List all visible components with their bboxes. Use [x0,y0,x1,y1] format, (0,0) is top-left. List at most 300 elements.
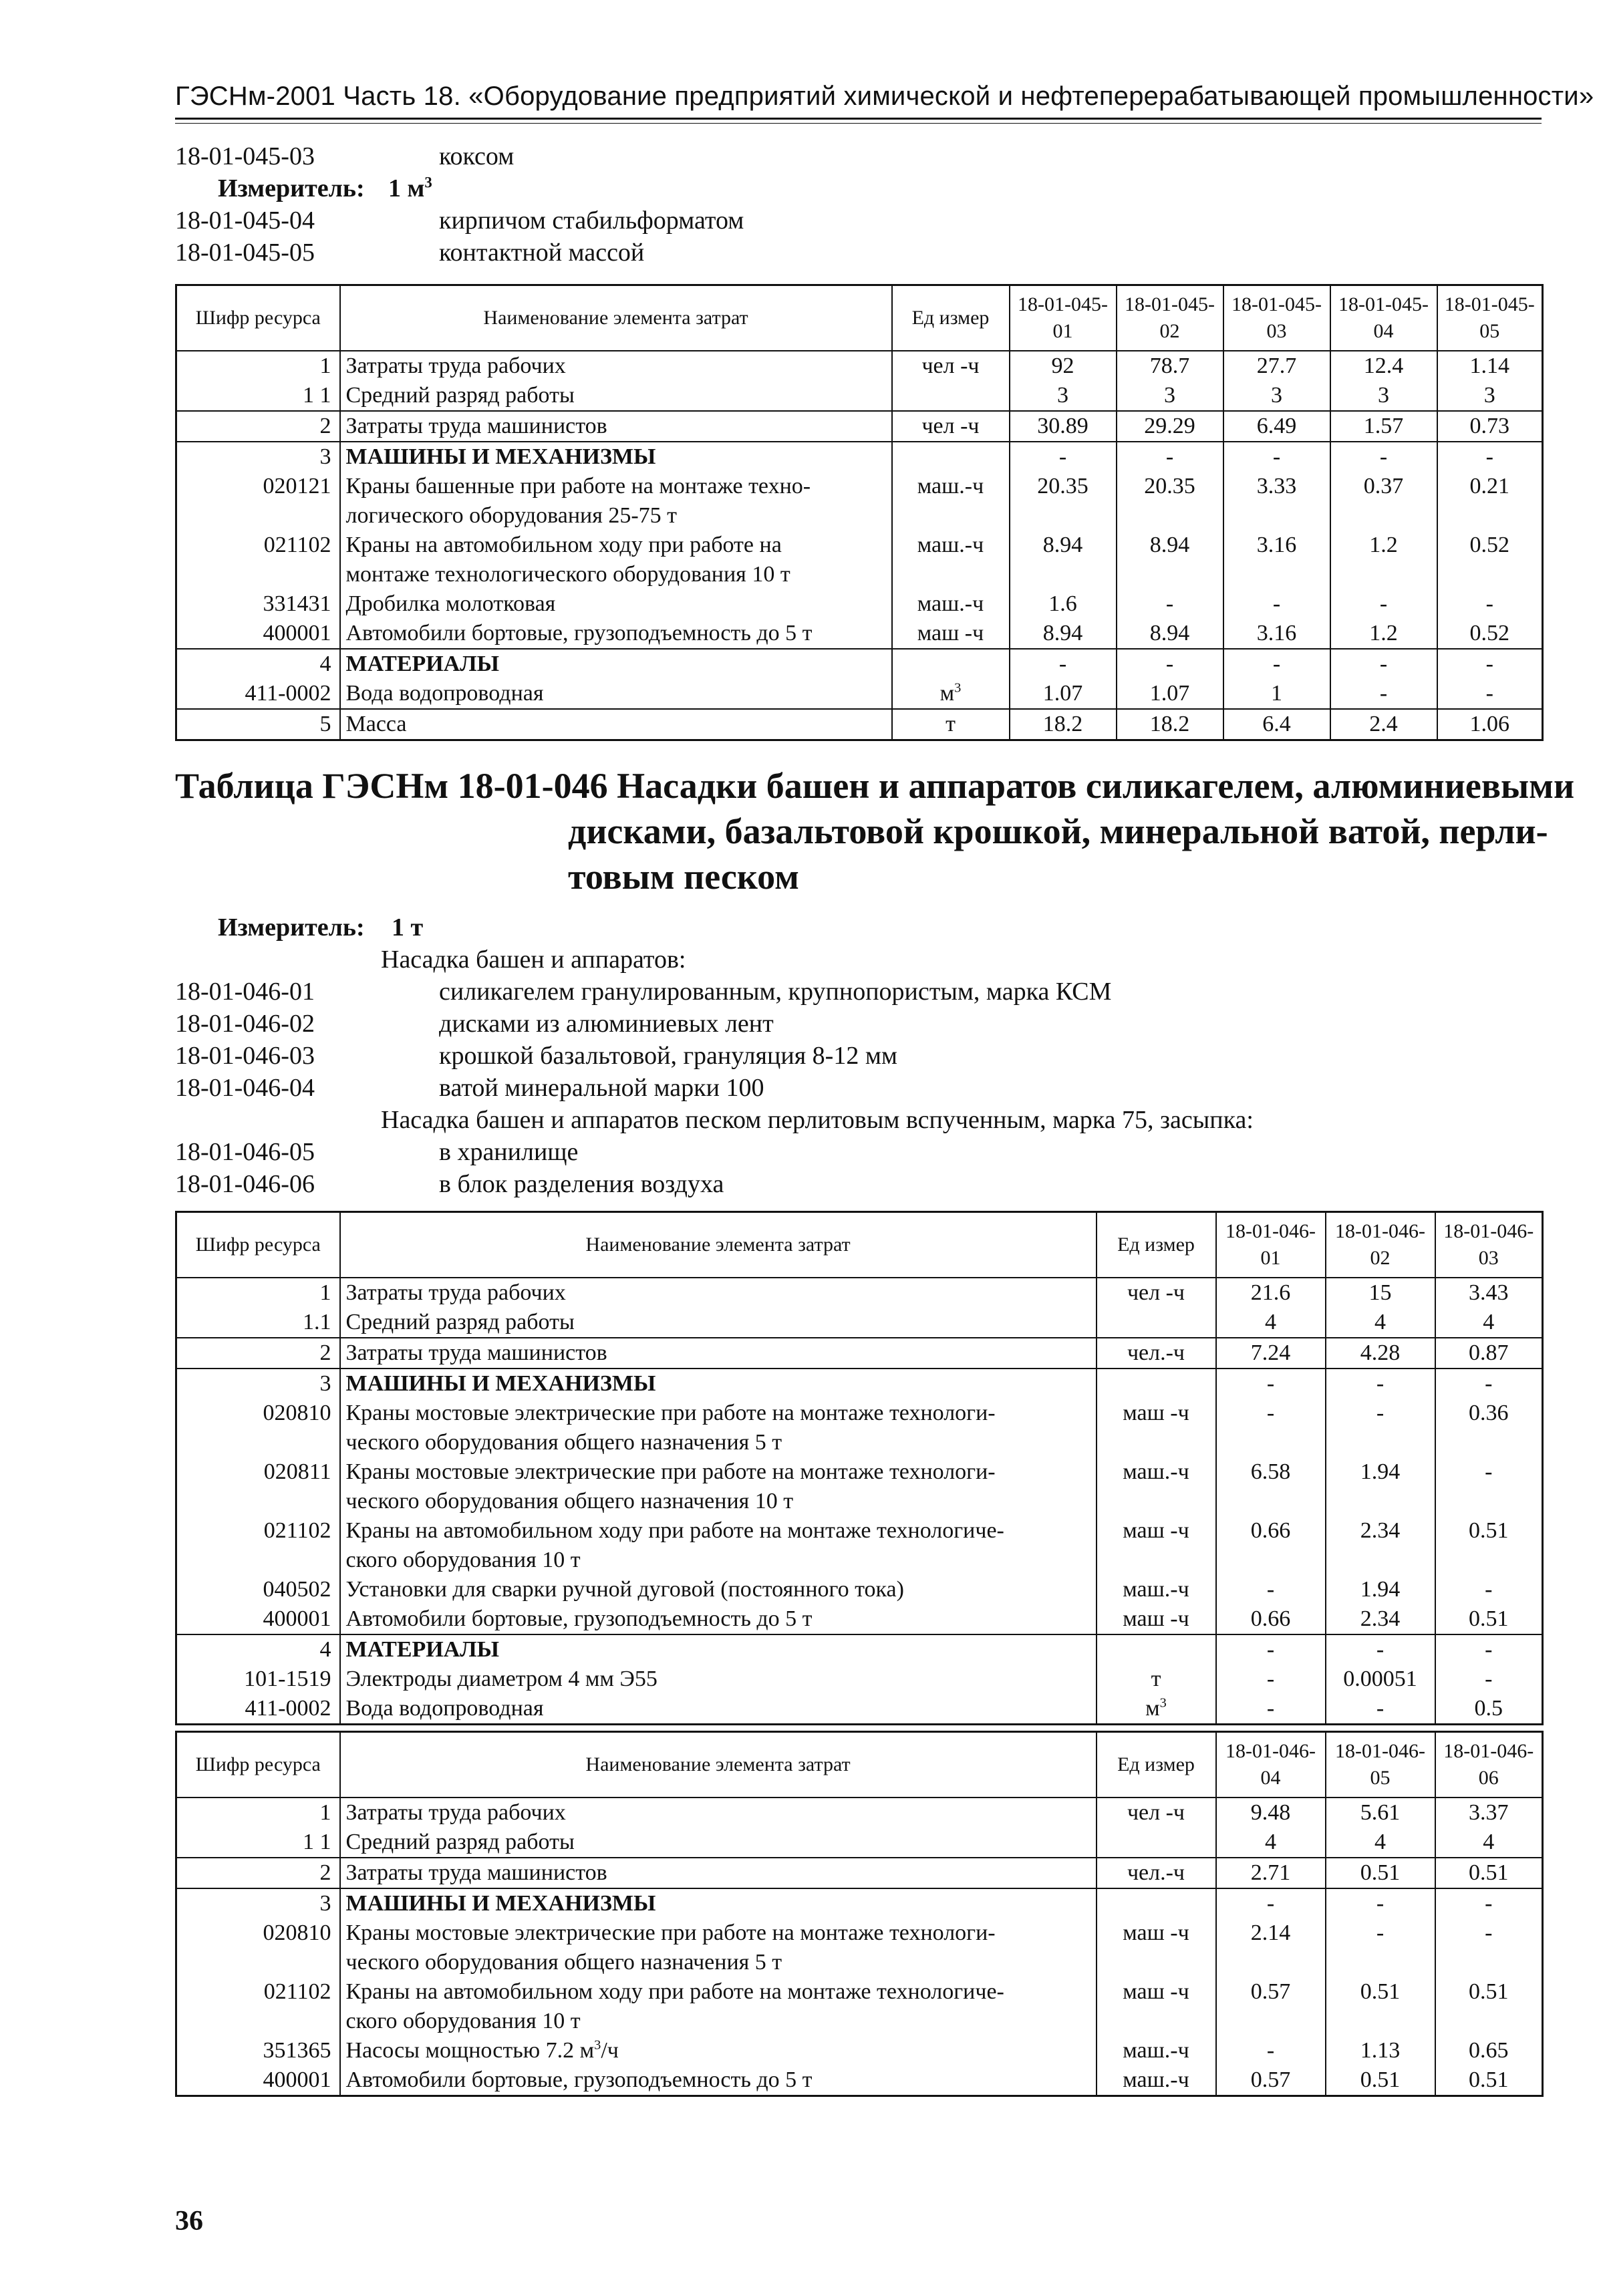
cost-element-line: Средний разряд работы [345,383,575,408]
subheading [175,1104,1254,1136]
column-header-norm: 18-01-045-03 [1223,285,1330,351]
norm-value: - [1117,589,1223,619]
cost-element-line: Краны мостовые электрические при работе на монтаже технологи- [345,1401,996,1425]
item-code: 18-01-045-05 [175,239,315,267]
cost-element-name [340,1977,1097,2036]
table-row [176,589,1543,619]
table-row [176,1634,1543,1665]
norm-value: - [1326,1694,1435,1725]
norm-value: 78.7 [1117,351,1223,381]
table-row [176,679,1543,709]
resource-code: 1 1 [176,1828,340,1858]
table-row [176,1516,1543,1575]
norm-value: 1.14 [1437,351,1543,381]
norm-value: 3.37 [1435,1798,1543,1828]
resource-code: 331431 [176,589,340,619]
measure-value: 1 т [392,913,424,942]
subheading-text: Насадка башен и аппаратов: [381,946,686,974]
norm-value: - [1326,1369,1435,1399]
norm-value: 8.94 [1010,531,1117,589]
norm-value: 0.51 [1435,2065,1543,2096]
table-row [176,1694,1543,1725]
norm-value: 92 [1010,351,1117,381]
table-row [176,531,1543,589]
norm-value: - [1435,1888,1543,1918]
norm-value: 4 [1435,1828,1543,1858]
cost-element-line: ского оборудования 10 т [345,1548,581,1572]
cost-element-line: ческого оборудования общего назначения 10 т [345,1489,794,1514]
cost-element-name [340,1369,1097,1399]
table-row [176,2065,1543,2096]
cost-element-name [340,1457,1097,1516]
unit-cell: маш.-ч [1097,1457,1216,1516]
resource-code: 400001 [176,619,340,649]
norm-value: 1.57 [1330,411,1437,442]
cost-element-line: Автомобили бортовые, грузоподъемность до 5 т [345,621,813,645]
column-header-norm: 18-01-045-01 [1010,285,1117,351]
norm-value: 12.4 [1330,351,1437,381]
norm-value: 1.2 [1330,531,1437,589]
norm-value: 0.51 [1326,1977,1435,2036]
norm-value: - [1216,1694,1326,1725]
cost-element-line: Электроды диаметром 4 мм Э55 [345,1667,658,1691]
superscript: 3 [954,680,962,696]
table-row [176,1278,1543,1308]
resource-code: 3 [176,442,340,472]
norm-value: - [1326,1634,1435,1665]
norm-value: 20.35 [1117,472,1223,531]
cost-element-line: Вода водопроводная [345,1696,544,1721]
table-title-line-2: дисками, базальтовой крошкой, минеральной ватой, перли- [568,811,1548,851]
cost-element-line: монтаже технологического оборудования 10 т [345,562,790,587]
cost-element-line: Краны мостовые электрические при работе на монтаже технологи- [345,1920,996,1945]
cost-element-name [340,1634,1097,1665]
measure-line [175,911,1254,944]
item-code: 18-01-046-03 [175,1042,315,1070]
cost-element-line: Вода водопроводная [345,681,544,706]
cost-element-line: Затраты труда рабочих [345,1800,566,1825]
column-header-norm: 18-01-045-04 [1330,285,1437,351]
resource-code: 1 1 [176,381,340,411]
norm-value: 18.2 [1010,709,1117,740]
norm-value: - [1326,1918,1435,1977]
norm-value: 15 [1326,1278,1435,1308]
resource-code: 4 [176,649,340,679]
cost-element-line: МАТЕРИАЛЫ [345,652,499,676]
cost-element-name [340,1338,1097,1369]
column-header-code: Шифр ресурса [176,1212,340,1278]
norm-value: 2.34 [1326,1516,1435,1575]
table-title-line-3: товым песком [568,857,799,897]
table-row [176,1575,1543,1604]
item-text: крошкой базальтовой, грануляция 8-12 мм [439,1042,897,1070]
item-code: 18-01-046-04 [175,1074,315,1102]
item-text: силикагелем гранулированным, крупнопористым, марка КСМ [439,978,1112,1006]
resource-code: 021102 [176,1516,340,1575]
norm-value: 4.28 [1326,1338,1435,1369]
norm-value: - [1216,1888,1326,1918]
norm-value: - [1216,2036,1326,2065]
norm-value: - [1437,649,1543,679]
norm-value: 6.4 [1223,709,1330,740]
table-row [176,1399,1543,1457]
superscript: 3 [594,2037,601,2053]
norm-value: - [1330,442,1437,472]
table-row [176,1918,1543,1977]
measure-label: Измеритель: [218,913,365,942]
norm-value: 0.51 [1435,1858,1543,1888]
unit-cell: чел -ч [892,351,1010,381]
item-text: в хранилище [439,1138,579,1166]
resource-code: 040502 [176,1575,340,1604]
norm-value: 0.00051 [1326,1665,1435,1694]
cost-element-line: Установки для сварки ручной дуговой (постоянного тока) [345,1577,904,1602]
norm-value: 1.6 [1010,589,1117,619]
unit-cell: чел -ч [1097,1278,1216,1308]
resource-code: 3 [176,1888,340,1918]
list-item [175,204,744,237]
norm-value: 21.6 [1216,1278,1326,1308]
resource-code: 400001 [176,2065,340,2096]
norm-value: - [1330,649,1437,679]
cost-element-name [340,472,892,531]
column-header-unit: Ед измер [1097,1732,1216,1798]
norm-value: 30.89 [1010,411,1117,442]
item-text: в блок разделения воздуха [439,1170,724,1198]
norm-value: 1.07 [1117,679,1223,709]
norm-value: 2.14 [1216,1918,1326,1977]
unit-cell [1097,1828,1216,1858]
cost-element-line: Дробилка молотковая [345,591,556,616]
resource-code: 4 [176,1634,340,1665]
cost-element-name [340,1516,1097,1575]
norm-value: - [1216,1665,1326,1694]
unit-cell [1097,1369,1216,1399]
intro-045 [175,140,744,269]
norm-value: 2.34 [1326,1604,1435,1634]
column-header-code: Шифр ресурса [176,285,340,351]
column-header-norm: 18-01-046-06 [1435,1732,1543,1798]
cost-element-line: ческого оборудования общего назначения 5 т [345,1430,782,1455]
column-header-norm: 18-01-045-05 [1437,285,1543,351]
cost-element-line: Краны башенные при работе на монтаже техно- [345,474,811,498]
norm-value: - [1010,442,1117,472]
resource-code: 020811 [176,1457,340,1516]
norm-value: 4 [1435,1308,1543,1338]
norm-value: 3 [1330,381,1437,411]
norm-value: 0.57 [1216,2065,1326,2096]
column-header-name: Наименование элемента затрат [340,285,892,351]
norm-value: 4 [1326,1828,1435,1858]
unit-cell: маш -ч [1097,1399,1216,1457]
table-header-row [176,1212,1543,1278]
norm-value: 6.58 [1216,1457,1326,1516]
resource-code: 2 [176,411,340,442]
measure-value: 1 м [388,174,425,202]
cost-element-line: Краны на автомобильном ходу при работе на монтаже технологиче- [345,1979,1004,2004]
norm-value: - [1216,1369,1326,1399]
norm-value: 0.51 [1435,1516,1543,1575]
cost-element-name [340,1888,1097,1918]
cost-element-name [340,2065,1097,2096]
cost-element-name [340,1308,1097,1338]
norm-value: - [1435,1575,1543,1604]
cost-element-line: МАШИНЫ И МЕХАНИЗМЫ [345,1891,656,1916]
table-row [176,1858,1543,1888]
norm-value: - [1435,1369,1543,1399]
cost-element-name [340,1694,1097,1725]
resource-code: 020810 [176,1399,340,1457]
norm-value: 0.52 [1437,531,1543,589]
column-header-norm: 18-01-046-05 [1326,1732,1435,1798]
cost-element-line: Автомобили бортовые, грузоподъемность до 5 т [345,2067,813,2092]
table-046-b [175,1731,1544,2097]
norm-value: 0.37 [1330,472,1437,531]
list-item [175,1136,1254,1168]
item-text: дисками из алюминиевых лент [439,1010,774,1038]
cost-element-line: Затраты труда рабочих [345,1280,566,1305]
norm-value: 0.57 [1216,1977,1326,2036]
intro-046 [175,911,1254,1200]
resource-code: 1.1 [176,1308,340,1338]
resource-code: 3 [176,1369,340,1399]
table-row [176,619,1543,649]
norm-value: 3.16 [1223,619,1330,649]
norm-value: 0.87 [1435,1338,1543,1369]
norm-value: 20.35 [1010,472,1117,531]
cost-element-line: ского оборудования 10 т [345,2009,581,2033]
norm-value: 9.48 [1216,1798,1326,1828]
cost-element-line: МАШИНЫ И МЕХАНИЗМЫ [345,444,656,469]
column-header-norm: 18-01-045-02 [1117,285,1223,351]
table-row [176,1338,1543,1369]
unit-cell [1097,1634,1216,1665]
cost-element-name [340,1575,1097,1604]
cost-element-line: логического оборудования 25-75 т [345,503,678,528]
norm-value: 27.7 [1223,351,1330,381]
norm-value: 8.94 [1117,619,1223,649]
norm-value: - [1437,679,1543,709]
norm-value: - [1223,589,1330,619]
cost-element-name [340,619,892,649]
unit-cell [892,442,1010,472]
norm-value: - [1435,1457,1543,1516]
list-item [175,1008,1254,1040]
cost-element-name [340,1278,1097,1308]
unit-cell: маш.-ч [892,472,1010,531]
unit-cell [892,381,1010,411]
norm-value: 1.2 [1330,619,1437,649]
superscript: 3 [1159,1695,1167,1711]
norm-value: - [1223,649,1330,679]
column-header-norm: 18-01-046-02 [1326,1212,1435,1278]
norm-value: - [1435,1634,1543,1665]
cost-element-line: Затраты труда рабочих [345,353,566,378]
norm-value: - [1117,649,1223,679]
norm-value: 0.51 [1435,1604,1543,1634]
table-row [176,442,1543,472]
table-row [176,1369,1543,1399]
list-item [175,976,1254,1008]
cost-element-name [340,589,892,619]
cost-element-line: Краны на автомобильном ходу при работе на монтаже технологиче- [345,1518,1004,1543]
list-item [175,140,744,172]
norm-value: 2.4 [1330,709,1437,740]
cost-element-line: Средний разряд работы [345,1310,575,1334]
norm-value: - [1216,1634,1326,1665]
item-code: 18-01-046-05 [175,1138,315,1166]
unit-cell: чел -ч [1097,1798,1216,1828]
unit-cell: чел.-ч [1097,1338,1216,1369]
unit-cell [1097,1888,1216,1918]
cost-element-name [340,351,892,381]
norm-value: 0.51 [1326,1858,1435,1888]
unit-cell: $м^3$ [1097,1694,1216,1725]
resource-code: 2 [176,1338,340,1369]
unit-cell: чел -ч [892,411,1010,442]
unit-cell: маш.-ч [1097,2065,1216,2096]
norm-value: 1.07 [1010,679,1117,709]
norm-value: - [1435,1918,1543,1977]
resource-code: 020810 [176,1918,340,1977]
subheading-text: Насадка башен и аппаратов песком перлитовым вспученным, марка 75, засыпка: [381,1106,1254,1134]
norm-value: 3 [1117,381,1223,411]
norm-value: 0.36 [1435,1399,1543,1457]
item-code: 18-01-045-04 [175,206,315,235]
norm-value: - [1330,589,1437,619]
unit-cell: маш.-ч [1097,2036,1216,2065]
norm-value: 2.71 [1216,1858,1326,1888]
table-row [176,381,1543,411]
norm-value: 1 [1223,679,1330,709]
list-item [175,1072,1254,1104]
page-number: 36 [175,2206,203,2237]
unit-cell: т [1097,1665,1216,1694]
cost-element-name [340,649,892,679]
norm-value: 5.61 [1326,1798,1435,1828]
norm-value: - [1326,1888,1435,1918]
table-row [176,649,1543,679]
norm-value: 3 [1223,381,1330,411]
norm-value: 0.66 [1216,1516,1326,1575]
unit-cell: маш -ч [1097,1604,1216,1634]
unit-cell: чел.-ч [1097,1858,1216,1888]
norm-value: - [1326,1399,1435,1457]
cost-element-line: Затраты труда машинистов [345,414,607,438]
resource-code: 2 [176,1858,340,1888]
table-row [176,2036,1543,2065]
subheading [175,944,1254,976]
table-title-line-1: Таблица ГЭСНм 18-01-046 Насадки башен и аппаратов силикагелем, алюминиевыми [175,766,1575,806]
norm-value: - [1223,442,1330,472]
unit-cell: маш.-ч [892,589,1010,619]
norm-value: 8.94 [1010,619,1117,649]
column-header-name: Наименование элемента затрат [340,1732,1097,1798]
table-046-a [175,1211,1544,1725]
norm-value: 8.94 [1117,531,1223,589]
table-row [176,1977,1543,2036]
column-header-unit: Ед измер [1097,1212,1216,1278]
norm-value: - [1216,1399,1326,1457]
header-rule-thin [175,123,1542,124]
norm-value: 0.73 [1437,411,1543,442]
norm-value: - [1330,679,1437,709]
cost-element-name [340,381,892,411]
item-text: контактной массой [439,239,645,267]
norm-value: 3 [1010,381,1117,411]
table-row [176,1604,1543,1634]
norm-value: - [1117,442,1223,472]
header-rule [175,118,1542,120]
item-code: 18-01-046-06 [175,1170,315,1198]
norm-value: 3 [1437,381,1543,411]
table-row [176,709,1543,740]
cost-element-name [340,709,892,740]
resource-code: 5 [176,709,340,740]
resource-code: 1 [176,1798,340,1828]
norm-value: 29.29 [1117,411,1223,442]
norm-value: - [1437,442,1543,472]
item-text: ватой минеральной марки 100 [439,1074,764,1102]
norm-value: 0.66 [1216,1604,1326,1634]
unit-cell: маш.-ч [892,531,1010,589]
resource-code: 021102 [176,531,340,589]
resource-code: 1 [176,1278,340,1308]
item-code: 18-01-046-01 [175,978,315,1006]
unit-cell [1097,1308,1216,1338]
cost-element-line: МАТЕРИАЛЫ [345,1637,499,1662]
resource-code: 351365 [176,2036,340,2065]
resource-code: 020121 [176,472,340,531]
resource-code: 021102 [176,1977,340,2036]
cost-element-line: Автомобили бортовые, грузоподъемность до 5 т [345,1606,813,1631]
table-row [176,1828,1543,1858]
unit-cell: маш -ч [892,619,1010,649]
unit-cell: маш -ч [1097,1516,1216,1575]
table-row [176,1665,1543,1694]
column-header-code: Шифр ресурса [176,1732,340,1798]
unit-cell: маш.-ч [1097,1575,1216,1604]
cost-element-line: Краны мостовые электрические при работе на монтаже технологи- [345,1459,996,1484]
resource-code: 411-0002 [176,679,340,709]
list-item [175,1168,1254,1200]
norm-value: - [1437,589,1543,619]
resource-code: 411-0002 [176,1694,340,1725]
table-row [176,1308,1543,1338]
cost-element-name [340,1918,1097,1977]
norm-value: 3.43 [1435,1278,1543,1308]
cost-element-name [340,1665,1097,1694]
norm-value: 0.5 [1435,1694,1543,1725]
item-code: 18-01-045-03 [175,142,315,170]
norm-value: 1.94 [1326,1457,1435,1516]
cost-element-line: МАШИНЫ И МЕХАНИЗМЫ [345,1371,656,1396]
column-header-norm: 18-01-046-01 [1216,1212,1326,1278]
cost-element-line: Насосы мощностью 7.2 $м^3/ч$ [345,2037,619,2063]
measure-line [175,172,744,204]
norm-value: 1.94 [1326,1575,1435,1604]
norm-value: 3.33 [1223,472,1330,531]
unit-cell: $м^3$ [892,679,1010,709]
cost-element-name [340,411,892,442]
norm-value: 0.52 [1437,619,1543,649]
cost-element-name [340,2036,1097,2065]
item-text: кирпичом стабильформатом [439,206,744,235]
norm-value: 0.65 [1435,2036,1543,2065]
norm-value: 0.51 [1326,2065,1435,2096]
norm-value: 18.2 [1117,709,1223,740]
cost-element-line: Средний разряд работы [345,1830,575,1854]
